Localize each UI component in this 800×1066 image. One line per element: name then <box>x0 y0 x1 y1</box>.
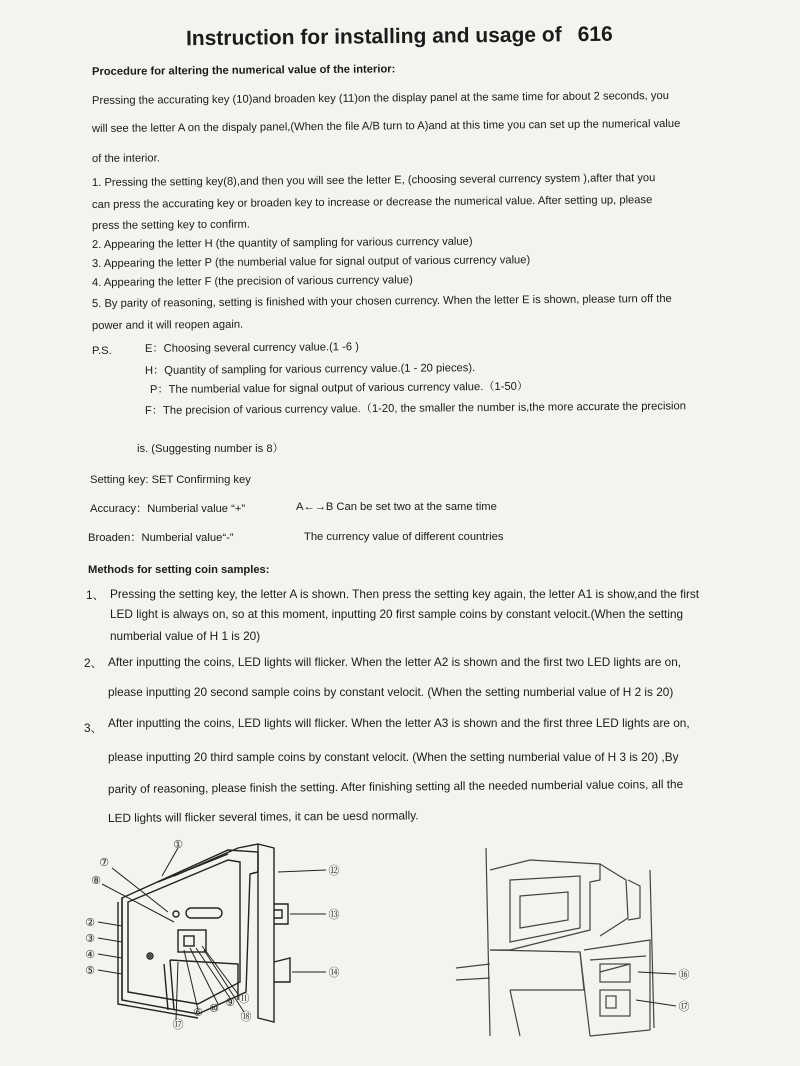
page-title <box>186 22 613 52</box>
method-1-number: 1、 <box>86 588 105 602</box>
callout-6: ⑥ <box>193 1007 203 1019</box>
callout-9: ⑨ <box>225 997 235 1009</box>
ps-label: P.S. <box>92 345 112 357</box>
callout-17: ⑰ <box>172 1019 184 1031</box>
coin-acceptor-diagram-right <box>450 840 700 1040</box>
title-text: Instruction for installing and usage of <box>185 23 562 51</box>
method-3-line-4: LED lights will flicker several times, it can be uesd normally. <box>107 808 419 825</box>
method-3-number: 3、 <box>84 721 103 735</box>
method-2-line-2: please inputting 20 second sample coins by constant velocit. (When the setting numberial value of H 2 is 20) <box>108 685 674 699</box>
callout-12: ⑫ <box>328 865 340 877</box>
ps-f: F：The precision of various currency value.（1-20, the smaller the number is,the more accurate the precision <box>144 400 687 417</box>
procedure-heading: Procedure for altering the numerical value of the interior: <box>91 63 396 78</box>
currency-line: The currency value of different countries <box>304 531 504 543</box>
step-line-3: press the setting key to confirm. <box>91 218 250 232</box>
step-line-4: 2. Appearing the letter H (the quantity of sampling for various currency value) <box>91 235 473 251</box>
step-line-5: 3. Appearing the letter P (the numberial value for signal output of various currency value) <box>91 254 531 270</box>
callout-10: ⑩ <box>209 1003 219 1015</box>
callout-8: ⑧ <box>91 875 101 887</box>
ps-p: P：The numberial value for signal output of various currency value.（1-50） <box>149 380 529 396</box>
method-3-line-1: After inputting the coins, LED lights will flicker. When the letter A3 is shown and the first three LED lights are on, <box>108 716 690 730</box>
method-3-line-3: parity of reasoning, please finish the setting. After finishing setting all the needed numberial value coins, all the <box>107 776 684 796</box>
step-line-6: 4. Appearing the letter F (the precision of various currency value) <box>91 274 413 289</box>
callout-15: ⑯ <box>678 969 690 981</box>
model-number: 616 <box>577 22 613 47</box>
intro-line-1: Pressing the accurating key (10)and broaden key (11)on the display panel at the same time for about 2 seconds, you <box>91 89 669 107</box>
ab-line: A←→B Can be set two at the same time <box>296 501 497 513</box>
method-3-line-2: please inputting 20 third sample coins by constant velocit. (When the setting numberial value of H 3 is 20) ,By <box>108 750 679 764</box>
method-2-line-1: After inputting the coins, LED lights will flicker. When the letter A2 is shown and the first two LED lights are on, <box>108 655 682 669</box>
callout-7: ⑦ <box>99 857 109 869</box>
callout-16: ⑰ <box>678 1001 690 1013</box>
method-1-line-1: Pressing the setting key, the letter A is shown. Then press the setting key again, the letter A1 is show,and the first <box>110 587 700 601</box>
ps-e: E：Choosing several currency value.(1 -6 ) <box>144 341 359 355</box>
step-line-7: 5. By parity of reasoning, setting is finished with your chosen currency. When the letter E is shown, please turn off the <box>91 292 672 310</box>
coin-acceptor-diagram-left <box>78 832 368 1037</box>
ps-h: H：Quantity of sampling for various currency value.(1 - 20 pieces). <box>144 362 476 377</box>
callout-5: ⑤ <box>85 965 95 977</box>
setting-key-line: Setting key: SET Confirming key <box>90 474 251 486</box>
callout-3: ③ <box>85 933 95 945</box>
callout-2: ② <box>85 917 95 929</box>
callout-11: ⑪ <box>238 993 250 1005</box>
callout-14: ⑭ <box>328 967 340 979</box>
callout-18: ⑱ <box>240 1011 252 1023</box>
method-2-number: 2、 <box>84 656 103 670</box>
step-line-1: 1. Pressing the setting key(8),and then you will see the letter E, (choosing several currency system ),after that you <box>91 172 656 189</box>
ps-f-cont: is. (Suggesting number is 8） <box>137 443 284 455</box>
accuracy-line: Accuracy：Numberial value “+” <box>90 503 246 515</box>
intro-line-2: will see the letter A on the dispaly panel,(When the file A/B turn to A)and at this time you can set up the numerical value <box>91 117 681 135</box>
callout-1: ① <box>173 839 183 851</box>
broaden-line: Broaden：Numberial value“-” <box>88 532 234 544</box>
method-1-line-2: LED light is always on, so at this moment, inputting 20 first sample coins by constant velocit.(When the setting <box>110 607 684 621</box>
methods-heading: Methods for setting coin samples: <box>88 564 270 576</box>
step-line-8: power and it will reopen again. <box>91 318 244 332</box>
callout-13: ⑬ <box>328 909 340 921</box>
method-1-line-3: numberial value of H 1 is 20) <box>110 629 261 643</box>
intro-line-3: of the interior. <box>91 152 160 165</box>
step-line-2: can press the accurating key or broaden key to increase or decrease the numerical value. After setting up, please <box>91 194 653 211</box>
callout-4: ④ <box>85 949 95 961</box>
